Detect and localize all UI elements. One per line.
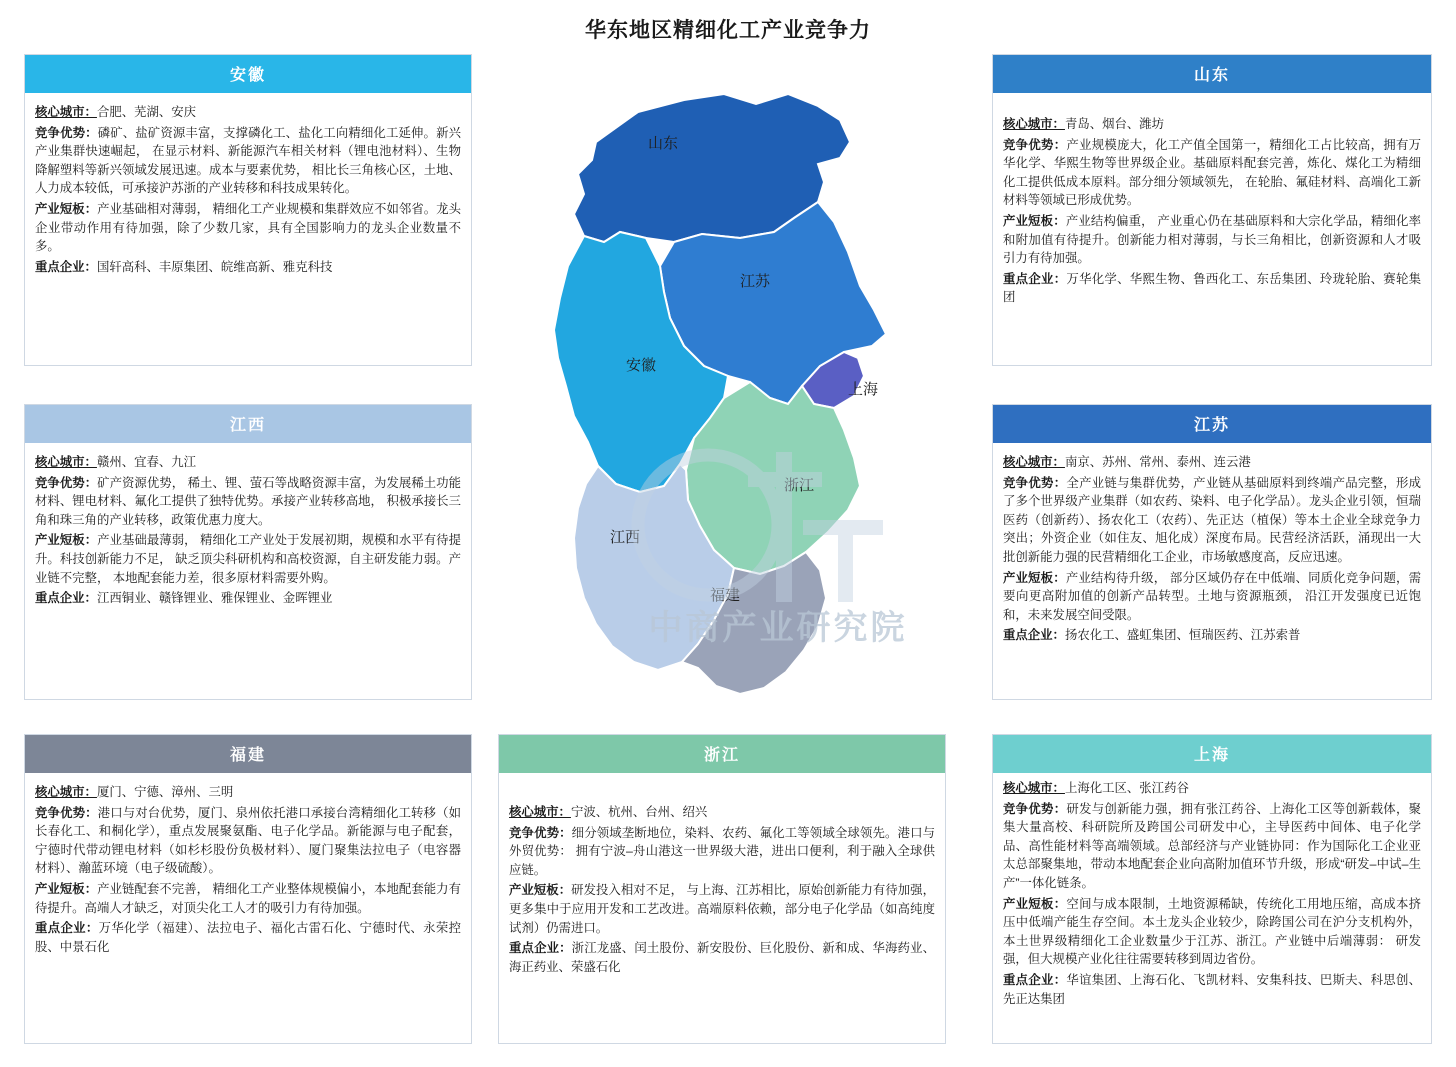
value-key-firms: 国轩高科、丰原集团、皖维高新、雅克科技 <box>96 259 333 274</box>
value-key-firms: 万华化学、华熙生物、鲁西化工、东岳集团、玲珑轮胎、赛轮集团 <box>1003 271 1422 305</box>
value-advantages: 磷矿、盐矿资源丰富，支撑磷化工、盐化工向精细化工延伸。新兴产业集群快速崛起， 在显示材料、新能源汽车相关材料（锂电池材料）、生物降解塑料等新兴领域发展迅速。成本与要素优势， 相比长三角核心区，土地、人力成本较低，可承接沪苏浙的产业转移和科技成果转化。 <box>35 125 462 196</box>
card-title-fujian: 福建 <box>25 735 471 773</box>
card-zhejiang <box>498 734 946 1044</box>
label-key-firms: 重点企业： <box>35 591 97 606</box>
page-title: 华东地区精细化工产业竞争力 <box>585 19 871 42</box>
label-weakness: 产业短板： <box>1003 214 1066 229</box>
card-title-zhejiang: 浙江 <box>499 735 945 773</box>
map-label-fujian: 福建 <box>710 587 741 604</box>
value-key-firms: 扬农化工、盛虹集团、恒瑞医药、江苏索普 <box>1064 628 1301 643</box>
label-core-cities: 核心城市： <box>35 455 97 469</box>
card-body-shandong <box>993 93 1431 317</box>
value-weakness: 产业结构待升级， 部分区域仍存在中低端、同质化竞争问题，需要向更高附加值的创新产品转型。土地与资源瓶颈， 沿江开发强度已近饱和，未来发展空间受限。 <box>1003 570 1421 622</box>
map-label-jiangsu: 江苏 <box>740 273 771 290</box>
label-key-firms: 重点企业： <box>509 941 572 956</box>
east-china-map <box>488 46 968 726</box>
label-key-firms: 重点企业： <box>1003 628 1065 643</box>
label-advantages: 竞争优势： <box>1003 475 1067 490</box>
card-jiangsu <box>992 404 1432 700</box>
value-advantages: 细分领域垄断地位，染料、农药、氟化工等领域全球领先。港口与外贸优势： 拥有宁波–舟山港这一世界级大港，进出口便利，利于融入全球供应链。 <box>509 825 936 877</box>
label-advantages: 竞争优势： <box>1003 801 1067 816</box>
card-shandong <box>992 54 1432 366</box>
map-label-anhui: 安徽 <box>626 357 657 374</box>
card-anhui <box>24 54 472 366</box>
label-weakness: 产业短板： <box>509 883 572 898</box>
card-fujian <box>24 734 472 1044</box>
label-advantages: 竞争优势： <box>35 125 98 140</box>
label-advantages: 竞争优势： <box>35 475 98 490</box>
label-key-firms: 重点企业： <box>1003 973 1067 988</box>
value-advantages: 全产业链与集群优势，产业链从基础原料到终端产品完整，形成了多个世界级产业集群（如农药、染料、电子化学品）。龙头企业引领，恒瑞医药（创新药）、扬农化工（农药）、先正达（植保）等本土企业全球竞争力突出；外资企业（如住友、旭化成）深度布局。民营经济活跃，涌现出一大批创新能力强的民营精细化工企业，市场敏感度高，反应迅速。 <box>1003 475 1422 565</box>
value-advantages: 港口与对台优势，厦门、泉州依托港口承接台湾精细化工转移（如长春化工、和桐化学），重点发展聚氨酯、电子化学品。新能源与电子配套，宁德时代带动锂电材料（如杉杉股份负极材料）、厦门聚集法拉电子（电容器材料）、瀚蓝环境（电子级硫酸）。 <box>35 805 462 876</box>
map-label-jiangxi: 江西 <box>610 529 641 546</box>
label-core-cities: 核心城市： <box>35 785 97 799</box>
card-jiangxi <box>24 404 472 700</box>
value-weakness: 产业链配套不完善， 精细化工产业整体规模偏小，本地配套能力有待提升。高端人才缺乏，对顶尖化工人才的吸引力有待加强。 <box>35 882 461 915</box>
value-key-firms: 浙江龙盛、闰土股份、新安股份、巨化股份、新和成、华海药业、海正药业、荣盛石化 <box>509 941 936 974</box>
map-label-zhejiang: 浙江 <box>784 477 815 494</box>
label-weakness: 产业短板： <box>35 202 98 217</box>
value-key-firms: 万华化学（福建）、法拉电子、福化古雷石化、宁德时代、永荣控股、中景石化 <box>35 921 461 954</box>
value-core-cities: 赣州、宜春、九江 <box>96 455 197 469</box>
label-core-cities: 核心城市： <box>1003 117 1065 131</box>
card-title-jiangsu: 江苏 <box>993 405 1431 443</box>
value-weakness: 产业基础最薄弱， 精细化工产业处于发展初期，规模和水平有待提升。科技创新能力不足， 缺乏顶尖科研机构和高校资源，自主研发能力弱。产业链不完整， 本地配套能力差，很多原材料需要外购。 <box>35 533 461 585</box>
value-core-cities: 上海化工区、张江药谷 <box>1064 781 1189 795</box>
card-body-anhui <box>25 93 471 286</box>
card-title-shanghai: 上海 <box>993 735 1431 773</box>
value-advantages: 产业规模庞大，化工产值全国第一，精细化工占比较高，拥有万华化学、华熙生物等世界级企业。基础原料配套完善，炼化、煤化工为精细化工提供低成本原料。部分细分领域领先， 在轮胎、氟硅材料、高端化工新材料等领域已形成优势。 <box>1003 137 1422 208</box>
value-key-firms: 江西铜业、赣锋锂业、雅保锂业、金晖锂业 <box>96 591 333 606</box>
card-body-jiangxi <box>25 443 471 618</box>
card-title-jiangxi: 江西 <box>25 405 471 443</box>
card-body-zhejiang <box>499 773 945 986</box>
label-key-firms: 重点企业： <box>35 259 97 274</box>
value-weakness: 研发投入相对不足， 与上海、江苏相比，原始创新能力有待加强，更多集中于应用开发和工艺改进。高端原料依赖，部分电子化学品（如高纯度试剂）仍需进口。 <box>509 883 935 935</box>
value-key-firms: 华谊集团、上海石化、飞凯材料、安集科技、巴斯夫、科思创、先正达集团 <box>1003 973 1422 1006</box>
value-weakness: 产业结构偏重， 产业重心仍在基础原料和大宗化学品，精细化率和附加值有待提升。创新能力相对薄弱，与长三角相比，创新资源和人才吸引力有待加强。 <box>1003 214 1421 266</box>
value-core-cities: 南京、苏州、常州、泰州、连云港 <box>1064 455 1251 469</box>
label-core-cities: 核心城市： <box>35 105 97 119</box>
card-body-shanghai <box>993 773 1431 1018</box>
card-body-jiangsu <box>993 443 1431 655</box>
card-title-anhui: 安徽 <box>25 55 471 93</box>
label-advantages: 竞争优势： <box>35 805 98 820</box>
label-weakness: 产业短板： <box>1003 570 1066 585</box>
label-weakness: 产业短板： <box>35 882 98 897</box>
watermark-text: 中商产业研究院 <box>648 609 908 647</box>
value-weakness: 空间与成本限制，土地资源稀缺，传统化工用地压缩，高成本挤压中低端产能生存空间。本土龙头企业较少，除跨国公司在沪分支机构外，本土世界级精细化工企业数量少于江苏、浙江。产业链中后端薄弱： 研发强，但大规模产业化往往需要转移到周边省份。 <box>1003 896 1422 967</box>
label-key-firms: 重点企业： <box>35 921 99 936</box>
label-core-cities: 核心城市： <box>509 805 571 819</box>
label-core-cities: 核心城市： <box>1003 781 1065 795</box>
map-label-shandong: 山东 <box>648 135 679 152</box>
label-core-cities: 核心城市： <box>1003 455 1065 469</box>
value-weakness: 产业基础相对薄弱， 精细化工产业规模和集群效应不如邻省。龙头企业带动作用有待加强，除了少数几家，具有全国影响力的龙头企业数量不多。 <box>35 202 461 254</box>
label-advantages: 竞争优势： <box>509 825 572 840</box>
map-label-shanghai: 上海 <box>848 381 879 398</box>
label-key-firms: 重点企业： <box>1003 271 1067 286</box>
label-weakness: 产业短板： <box>1003 896 1067 911</box>
value-advantages: 矿产资源优势， 稀土、锂、萤石等战略资源丰富，为发展稀土功能材料、锂电材料、氟化工提供了独特优势。承接产业转移高地， 积极承接长三角和珠三角的产业转移，政策优惠力度大。 <box>35 475 461 527</box>
card-title-shandong: 山东 <box>993 55 1431 93</box>
value-core-cities: 合肥、芜湖、安庆 <box>96 105 197 119</box>
card-shanghai <box>992 734 1432 1044</box>
value-core-cities: 青岛、烟台、潍坊 <box>1064 117 1165 131</box>
value-advantages: 研发与创新能力强，拥有张江药谷、上海化工区等创新载体，聚集大量高校、科研院所及跨国公司研发中心，主导医药中间体、电子化学品、高性能材料等高端领域。总部经济与产业链协同：作为国际化工企业亚太总部聚集地，带动本地配套企业向高附加值环节升级，形成“研发–中试–生产”一体化链条。 <box>1003 801 1422 891</box>
label-weakness: 产业短板： <box>35 533 98 548</box>
value-core-cities: 厦门、宁德、漳州、三明 <box>96 785 234 799</box>
label-advantages: 竞争优势： <box>1003 137 1067 152</box>
value-core-cities: 宁波、杭州、台州、绍兴 <box>570 805 708 819</box>
card-body-fujian <box>25 773 471 966</box>
